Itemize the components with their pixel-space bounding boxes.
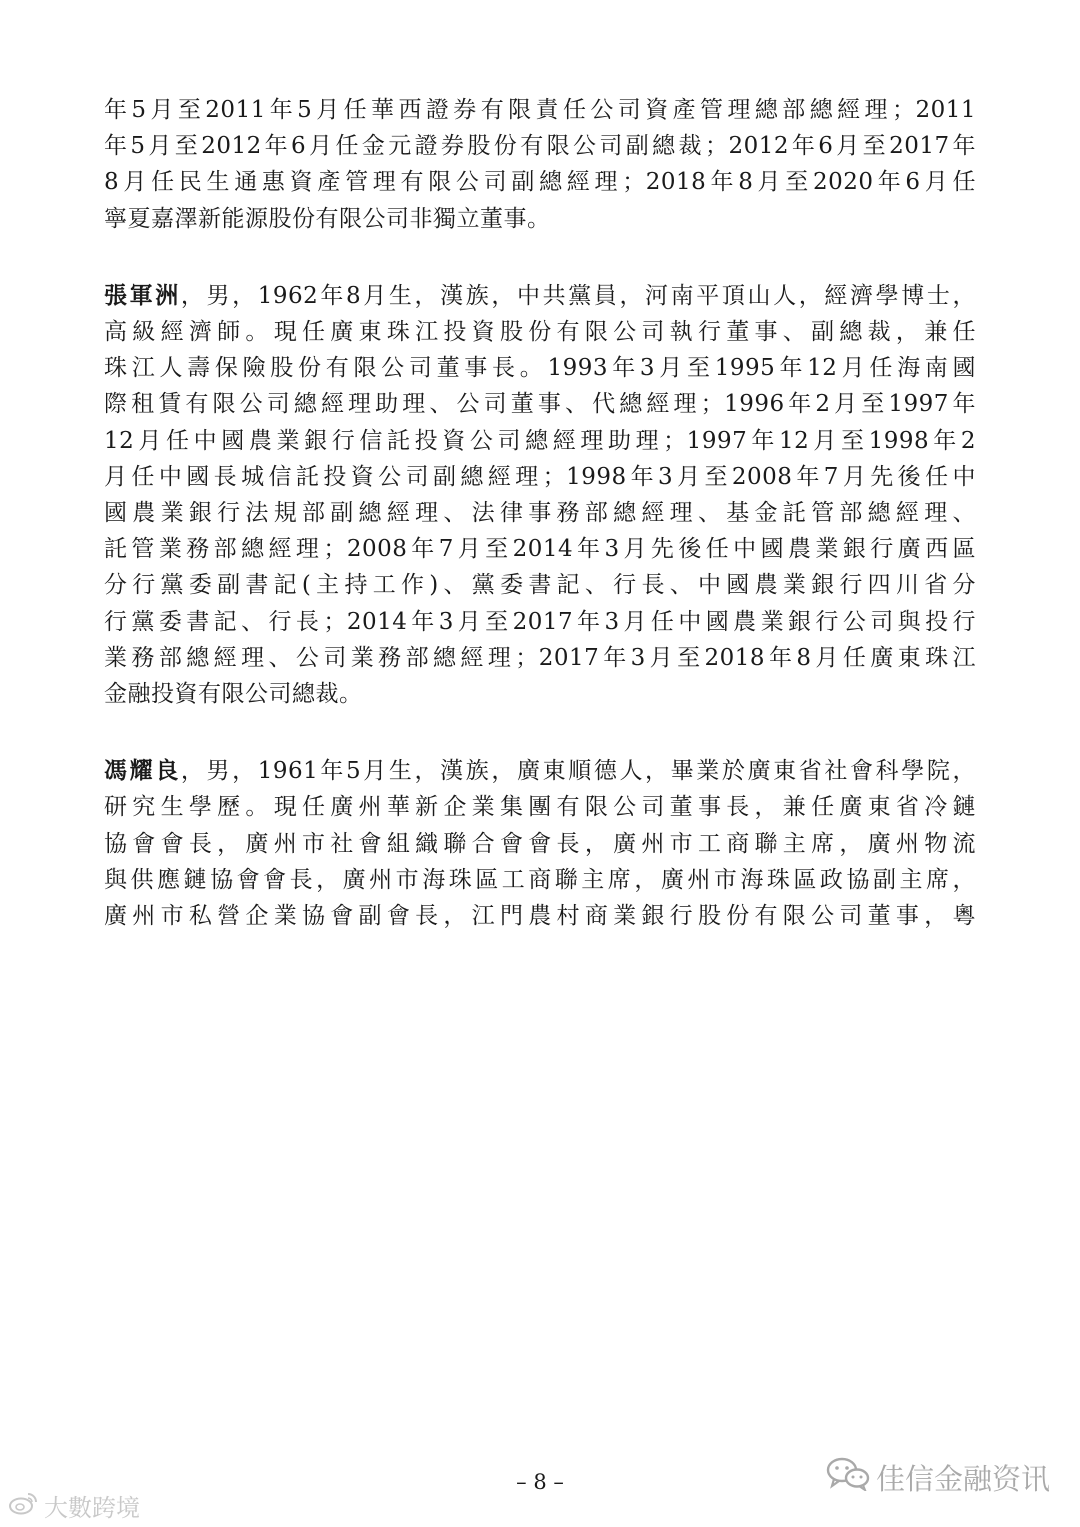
watermark-left-text: 大數跨境 (44, 1494, 140, 1522)
text-line: 研究生學歷。現任廣州華新企業集團有限公司董事長，兼任廣東省冷鏈 (104, 794, 976, 821)
paragraph-bio-zhang (104, 278, 976, 712)
text-line: 分行黨委副書記(主持工作)、黨委書記、行長、中國農業銀行四川省分 (104, 572, 976, 599)
body-text (104, 92, 976, 934)
text-line: 業務部總經理、公司業務部總經理；2017年3月至2018年8月任廣東珠江 (104, 644, 976, 671)
paragraph-continuation (104, 92, 976, 237)
person-name: 張軍洲 (104, 281, 181, 309)
page-number: – 8 – (516, 1470, 564, 1494)
text-line: 廣州市私營企業協會副會長，江門農村商業銀行股份有限公司董事，粵 (104, 903, 976, 930)
text-line: 金融投資有限公司總裁。 (104, 681, 363, 708)
watermark-right (826, 1457, 1050, 1498)
text-line: 國農業銀行法規部副總經理、法律事務部總經理、基金託管部總經理、 (104, 500, 976, 527)
text-line (104, 753, 976, 789)
text-line: 託管業務部總經理；2008年7月至2014年3月先後任中國農業銀行廣西區 (104, 536, 976, 563)
weibo-logo-icon (8, 1491, 38, 1521)
text-line (104, 278, 976, 314)
watermark-right-text: 佳信金融资讯 (876, 1462, 1051, 1496)
text-line: 年5月至2012年6月任金元證券股份有限公司副總裁；2012年6月至2017年 (104, 133, 976, 160)
text-segment: ，男，1961年5月生，漢族，廣東順德人，畢業於廣東省社會科學院， (180, 758, 976, 785)
paragraph-bio-feng (104, 753, 976, 934)
text-line: 協會會長，廣州市社會組織聯合會會長，廣州市工商聯主席，廣州物流 (104, 830, 976, 857)
text-line: 12月任中國農業銀行信託投資公司總經理助理；1997年12月至1998年2 (104, 427, 976, 454)
person-name: 馮耀良 (104, 757, 181, 785)
text-line: 8月任民生通惠資產管理有限公司副總經理；2018年8月至2020年6月任 (104, 169, 976, 196)
text-line: 寧夏嘉澤新能源股份有限公司非獨立董事。 (104, 205, 551, 232)
text-line: 與供應鏈協會會長，廣州市海珠區工商聯主席，廣州市海珠區政協副主席， (104, 866, 976, 893)
text-segment: ，男，1962年8月生，漢族，中共黨員，河南平頂山人，經濟學博士， (180, 282, 976, 309)
watermark-left (8, 1488, 140, 1523)
text-line: 行黨委書記、行長；2014年3月至2017年3月任中國農業銀行公司與投行 (104, 608, 976, 635)
wechat-logo-icon (826, 1457, 870, 1498)
text-line: 月任中國長城信託投資公司副總經理；1998年3月至2008年7月先後任中 (104, 463, 976, 490)
text-line: 珠江人壽保險股份有限公司董事長。1993年3月至1995年12月任海南國 (104, 355, 976, 382)
text-line: 年5月至2011年5月任華西證券有限責任公司資產管理總部總經理；2011 (104, 97, 976, 123)
text-line: 高級經濟師。現任廣東珠江投資股份有限公司執行董事、副總裁，兼任 (104, 319, 976, 346)
text-line: 際租賃有限公司總經理助理、公司董事、代總經理；1996年2月至1997年 (104, 391, 976, 418)
